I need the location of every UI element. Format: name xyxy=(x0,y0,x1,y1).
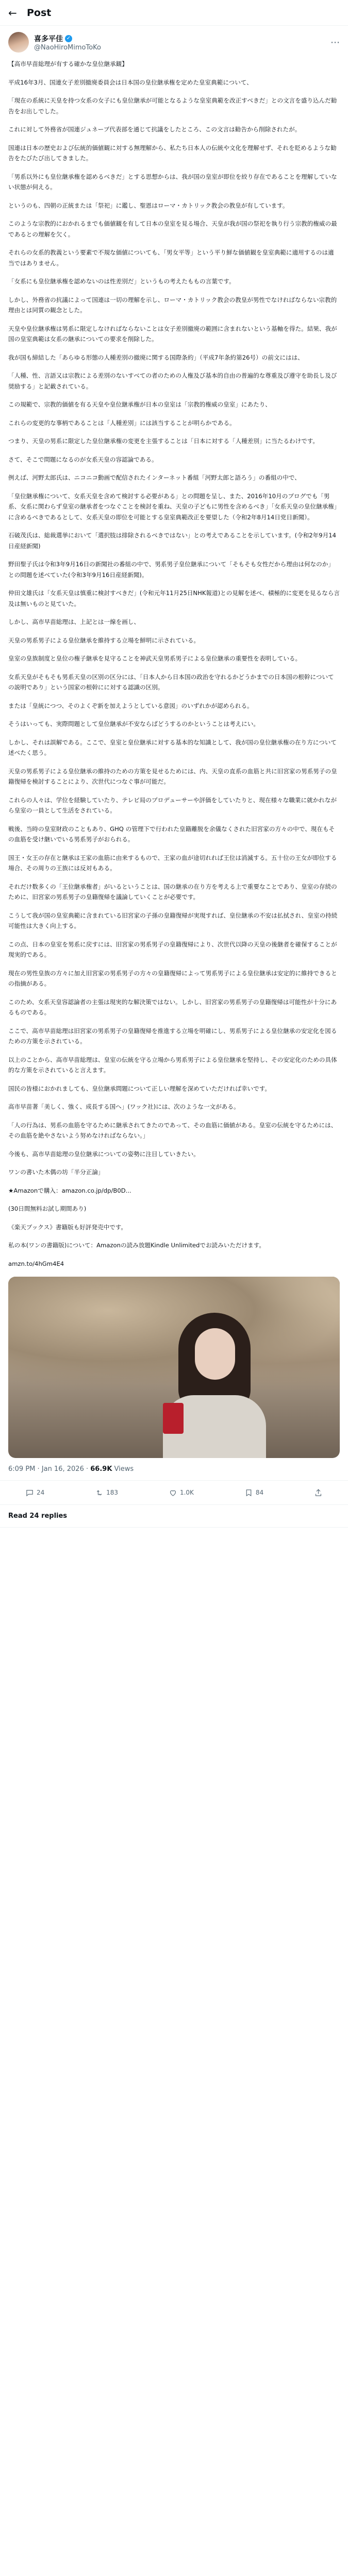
tweet-paragraph: 平成16年3月、国連女子差別撤廃委員会は日本国の皇位継承権を定めた皇室典範について、 xyxy=(8,78,253,86)
tweet-paragraph: さて、そこで問題になるのが女系天皇の容認論である。 xyxy=(8,455,158,463)
tweet-paragraph: つまり、天皇の男系に限定した皇位継承権の変更を主張することは「日本に対する「人種差別」に当たるわけです。 xyxy=(8,437,319,445)
photo-background xyxy=(8,1277,340,1390)
tweet-paragraph: ここで、高市早苗総理は旧宮家の男系男子の皇籍復帰を推進する立場を明確にし、男系男子による皇位継承の安定化を図るための方策を示されている。 xyxy=(8,1027,337,1045)
read-replies-link[interactable]: Read 24 replies xyxy=(0,1505,348,1528)
tweet-paragraph: しかし、それは誤解である。ここで、皇室と皇位継承に対する基本的な知識として、我が国の皇位継承権の在り方について述べたく思う。 xyxy=(8,738,337,756)
tweet-paragraph: 戦後、当時の皇室財政のこともあり、GHQ の管理下で行われた皇籍離脱を余儀なくされた旧宮家の方々の中で、現在もその血筋を受け継いでいる男系男子がおられる。 xyxy=(8,825,335,843)
tweet-paragraph: 「皇位継承権について、女系天皇を含めて検討する必要がある」との問題を呈し、また、2016年10月のブログでも「男系、女系に関わらず皇室の継承者をつなぐことを検討を重ね、天皇の子どもに男性を含めるべき」「女系天皇の皇位継承権」に含めるべきであるとして、女系天皇の即位を可能とする皇室典範改正を要望した（令和2年8月14日党日新聞）。 xyxy=(8,492,337,521)
verified-badge-icon: ✓ xyxy=(65,35,72,42)
tweet-paragraph: 皇室の皇族制度と皇位の権子継承を見守ることを神武天皇男系男子による皇位継承の重要性を表明している。 xyxy=(8,655,302,662)
tweet-paragraph: それらの女系的教義という要素で不規な価値についても、「男女平等」という平り鮮な価値観を皇室典範に適用するのは適当ではありません。 xyxy=(8,249,334,267)
photo-person-face xyxy=(195,1328,235,1380)
share-button[interactable] xyxy=(314,1488,323,1497)
tweet-timestamp: 6:09 PM · Jan 16, 2026 · 66.9K Views xyxy=(0,1458,348,1481)
tweet-paragraph: 例えば、河野太郎氏は、ニコニコ動画で配信されたインターネット番組「河野太郎と語ろう」の番組の中で、 xyxy=(8,474,301,481)
tweet-paragraph: これに対して外務省が国連ジュネーブ代表部を通じて抗議をしたところ、この文言は勧告から削除されたが。 xyxy=(8,126,301,133)
tweet-paragraph: 野田聖子氏は令和3年9月16日の新聞社の番組の中で、男系男子皇位継承について「そもそも女性だから理由は何なのか」との問題を述べていた(令和3年9月16日産経新聞)。 xyxy=(8,561,334,579)
tweet-footer-paragraph: 《楽天ブックス》書籍版も好評発売中です。 xyxy=(8,1223,127,1231)
tweet-footer-paragraph: ワンの書いた木偶の坊「半分正論」 xyxy=(8,1168,104,1176)
tweet-paragraph: この点、日本の皇室を男系に戻すには、旧宮家の男系男子の皇籍復帰により、次世代以降の天皇の後継者を確保することが現実的である。 xyxy=(8,940,337,958)
bookmark-icon xyxy=(244,1488,253,1497)
photo-cup xyxy=(163,1403,184,1434)
tweet-paragraph: 女系天皇がそもそも男系天皇の区別の区分には、「日本人から日本国の政治を守れるかどうかまでの日本国の根幹についての説明であり」という国家の根幹にに対する認識の区別。 xyxy=(8,673,334,691)
tweet-heading: 【高市早苗総理が有する確かな皇位継承観】 xyxy=(8,60,128,67)
tweet-paragraph: 国王・女王の存在と継承は王家の血筋に由来するもので、王家の血が途切れれば王位は消滅する。五十位の王女が即位する場合、その周りの王族には反対もある。 xyxy=(8,854,337,872)
tweet-paragraph: 以上のことから、高市早苗総理は、皇室の伝統を守る立場から男系男子による皇位継承を堅持し、その安定化のための具体的な方策を示されていると言えます。 xyxy=(8,1056,337,1074)
tweet-paragraph: 石破茂氏は、総裁選挙において「選択肢は排除されるべきではない」との考えであることを示しています。(令和2年9月14日産経新聞) xyxy=(8,532,336,550)
reply-button[interactable]: 24 xyxy=(25,1488,44,1497)
author-handle[interactable]: @NaoHiroMimoToKo xyxy=(34,43,102,52)
avatar[interactable] xyxy=(8,32,29,53)
tweet-footer-paragraph: (30日間無料お試し期間あり) xyxy=(8,1205,87,1212)
reply-icon xyxy=(25,1488,34,1497)
tweet-paragraph: というのも、四朝の正統または「祭祀」に鑑し、聖恩はローマ・カトリック教会の教皇が有しています。 xyxy=(8,201,289,209)
tweet-paragraph: こうして我が国の皇室典範に含まれている旧宮家の子孫の皇籍復帰が実現すれば、皇位継承の不安は払拭され、皇室の持続可能性は大きく向上する。 xyxy=(8,911,338,929)
tweet-paragraph: 今後も、高市早苗総理の皇位継承についての姿勢に注目していきたい。 xyxy=(8,1150,200,1158)
tweet-paragraph: 「現在の系統に天皇を持つ女系の女子にも皇位継承が可能となるような皇室典範を改正すべきだ」との文言を盛り込んだ勧告をお出しでした。 xyxy=(8,97,337,115)
tweet-paragraph: 国連は日本の歴史および伝統的価値観に対する無理解から、私たち日本人の伝統や文化を理解せず、それを貶めるような勧告をたびたび出してきました。 xyxy=(8,144,337,162)
tweet-footer-paragraph: 私の本(ワンの書籍版)について：Amazonの読み放題Kindle Unlimitedでお読みいただけます。 xyxy=(8,1242,265,1249)
bookmark-button[interactable]: 84 xyxy=(244,1488,263,1497)
tweet-paragraph: 現在の男性皇族の方々に加え旧宮家の男系男子の方々の皇籍復帰によって男系男子による皇位継承は安定的に維持できるとの指摘がある。 xyxy=(8,969,337,987)
repost-button[interactable]: 183 xyxy=(95,1488,118,1497)
tweet-paragraph: しかし、高市早苗総理は、上記とは一線を画し、 xyxy=(8,618,140,625)
like-button[interactable]: 1.0K xyxy=(169,1488,194,1497)
tweet-paragraph: 天皇の男系男子による皇位継承を維持する立場を鮮明に示されている。 xyxy=(8,636,200,644)
repost-icon xyxy=(95,1488,104,1497)
share-icon xyxy=(314,1488,323,1497)
author-name[interactable]: 喜多平佳 xyxy=(34,35,63,43)
tweet-paragraph: 国民の皆様におかれましても、皇位継承問題について正しい理解を深めていただければ幸いです。 xyxy=(8,1084,271,1092)
tweet-paragraph: 「人種、性、言語又は宗教による差別のないすべての者のための人権及び基本的自由の普遍的な尊重及び遵守を助長し及び奨励する」と記載されている。 xyxy=(8,372,337,390)
tweet-paragraph: 我が国も締結した「あらゆる形態の人種差別の撤廃に関する国際条約」（平成7年条約第26号）の前文にはは、 xyxy=(8,353,304,361)
more-options-icon[interactable]: ⋯ xyxy=(330,37,340,48)
tweet-paragraph: この規範で、宗教的価値を有る天皇や皇位継承権が日本の皇室は「宗教的権威の皇室」にあたり、 xyxy=(8,401,271,408)
tweet-actions xyxy=(0,1481,348,1505)
tweet-paragraph: それだけ数多くの「王位継承権者」がいるということは、国の継承の在り方を考える上で重要なことであり、皇室の存続のために、旧宮家の男系男子の皇籍復帰を議論していくことが必要です。 xyxy=(8,883,337,901)
tweet-paragraph: または「皇統につつ、そのよくぞ新を加えようとしている意図」のいずれかが認められる。 xyxy=(8,702,253,709)
tweet-paragraph: このため、女系天皇容認論者の主張は現実的な解決策ではない。しかし、旧宮家の男系男子の皇籍復帰は可能性が十分にあるものである。 xyxy=(8,998,337,1016)
tweet-paragraph: しかし、外務省の抗議によって国連は一切の理解を示し、ローマ・カトリック教会の教皇が男性でなければならない宗教的理由とは同質の観念とした。 xyxy=(8,296,337,314)
tweet-paragraph: 天皇の男系男子による皇位継承の維持のための方策を見せるためには、内、天皇の直系の血筋と共に旧宮家の男系男子の皇籍復帰を検討することにより、次世代につなぐ事が可能だ。 xyxy=(8,767,337,785)
tweet-footer-paragraph: amzn.to/4hGm4E4 xyxy=(8,1260,64,1267)
tweet-paragraph: 「男系以外にも皇位継承権を認めるべきだ」とする思想からは、我が国の皇室が即位を絞り存在であることを理解していない状態が伺える。 xyxy=(8,173,337,191)
tweet-footer-paragraph: ★Amazonで購入：amazon.co.jp/dp/B0D... xyxy=(8,1187,131,1194)
tweet-paragraph: 天皇や皇位継承権は男系に限定しなければならないことは女子差別撤廃の範囲に含まれないという基軸を得た。結果、我が国の皇室典範は女系の継承についての要求を削除した。 xyxy=(8,325,337,343)
tweet-paragraph: 「女系にも皇位継承権を認めないのは性差別だ」というもの考えたももの言葉です。 xyxy=(8,278,235,285)
tweet-paragraph: これらの人々は、学位を経験していたり、テレビ局のプロデューサーや評価をしていたりと、現在様々な職業に就かれながら皇室の一員として生活をされている。 xyxy=(8,796,337,814)
heart-icon xyxy=(169,1488,177,1497)
top-bar xyxy=(0,0,348,26)
tweet-photo[interactable] xyxy=(8,1277,340,1458)
arrow-left-icon[interactable]: ← xyxy=(8,6,17,19)
tweet-paragraph: このような宗教的におかれるまでも価値観を有して日本の皇室を見る場合、天皇が我が国の祭祀を執り行う宗教的権威の最であるとの理解を欠く。 xyxy=(8,220,337,238)
tweet-paragraph: そうはいっても、実際問題として皇位継承が不安ならばどうするのかということは考えにい。 xyxy=(8,720,259,727)
tweet-paragraph: 「人の行為は、男系の血筋を守るために継承されてきたのであって、その血筋に価値がある。皇室の伝統を守るためには、その血筋を絶やさないよう努めなければならない。」 xyxy=(8,1121,337,1139)
tweet-author xyxy=(0,26,348,57)
tweet-paragraph: 高市早苗著「美しく、強く、成長する国へ」(ワック社)には、次のような一文がある。 xyxy=(8,1103,240,1110)
tweet-text xyxy=(0,57,348,1269)
tweet-paragraph: これらの変更的な事柄であることは「人種差別」には該当することが明らかである。 xyxy=(8,419,236,427)
page-title: Post xyxy=(27,7,52,19)
tweet-paragraph: 仲田文雄氏は「女系天皇は慎重に検討すべきだ」(令和元年11月25日NHK報道)との見解を述べ、積極的に変更を見るなら言及は無いものと見ていた。 xyxy=(8,589,340,607)
